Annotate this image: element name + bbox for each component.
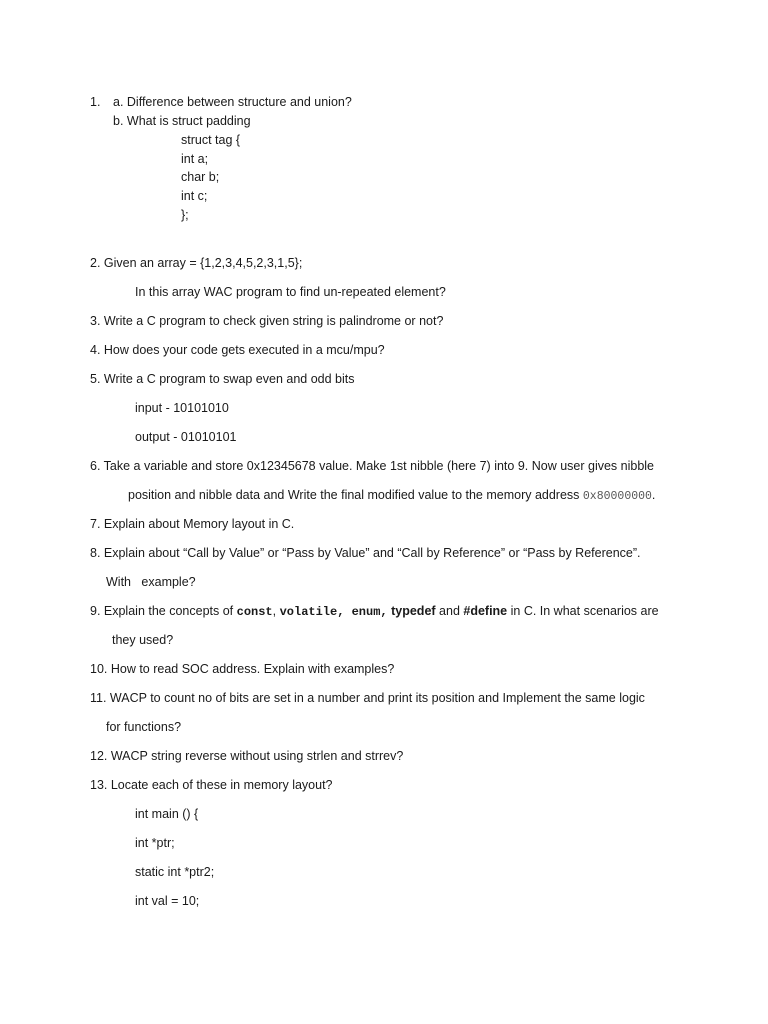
q1-number: 1. xyxy=(90,95,101,109)
q1-part-b: b. What is struct padding xyxy=(113,114,251,128)
q9-keyword-define: #define xyxy=(463,604,508,618)
q9-mid: and xyxy=(435,604,464,618)
q13-code-line: int *ptr; xyxy=(135,836,175,850)
q1-code-line: char b; xyxy=(181,170,220,184)
q13-code-line: int main () { xyxy=(135,807,199,821)
q9-prefix: 9. Explain the concepts of xyxy=(90,604,237,618)
q7-text: 7. Explain about Memory layout in C. xyxy=(90,517,295,531)
q13-code-line: static int *ptr2; xyxy=(135,865,215,879)
q5-text: 5. Write a C program to swap even and odd bits xyxy=(90,372,355,386)
q9-keyword-volatile-enum: volatile, enum, xyxy=(279,605,388,619)
q11-line1: 11. WACP to count no of bits are set in a number and print its position and Implement the same logic xyxy=(90,691,645,705)
q6-line1: 6. Take a variable and store 0x12345678 value. Make 1st nibble (here 7) into 9. Now user gives nibble xyxy=(90,459,655,473)
q2-text: 2. Given an array = {1,2,3,4,5,2,3,1,5}; xyxy=(90,256,303,270)
q10-text: 10. How to read SOC address. Explain with examples? xyxy=(90,662,395,676)
q6-memory-address: 0x80000000 xyxy=(582,490,652,503)
q1-code-line: int a; xyxy=(181,152,209,166)
q6-line2 xyxy=(128,487,655,505)
q1-code-line: }; xyxy=(181,208,189,222)
q1-code-line: struct tag { xyxy=(181,133,241,147)
q4-text: 4. How does your code gets executed in a mcu/mpu? xyxy=(90,343,385,357)
q1-part-a: a. Difference between structure and union? xyxy=(113,95,352,109)
q13-text: 13. Locate each of these in memory layout? xyxy=(90,778,333,792)
q1-code-line: int c; xyxy=(181,189,208,203)
q11-line2: for functions? xyxy=(106,720,182,734)
q9-keyword-const: const xyxy=(236,605,273,619)
q3-text: 3. Write a C program to check given string is palindrome or not? xyxy=(90,314,444,328)
q5-output: output - 01010101 xyxy=(135,430,237,444)
q5-input: input - 10101010 xyxy=(135,401,229,415)
q8-line2: With example? xyxy=(106,575,196,589)
q9-line1 xyxy=(90,603,659,620)
q12-text: 12. WACP string reverse without using strlen and strrev? xyxy=(90,749,404,763)
q6-line2-text: position and nibble data and Write the final modified value to the memory address xyxy=(128,488,583,502)
q9-sep: , xyxy=(272,604,280,618)
q9-line2: they used? xyxy=(112,633,174,647)
q8-line1: 8. Explain about “Call by Value” or “Pass by Value” and “Call by Reference” or “Pass by Reference”. xyxy=(90,546,641,560)
q6-period: . xyxy=(651,488,656,502)
q2-subtext: In this array WAC program to find un-repeated element? xyxy=(135,285,446,299)
q9-keyword-typedef: typedef xyxy=(391,604,436,618)
q13-code-line: int val = 10; xyxy=(135,894,200,908)
q9-suffix: in C. In what scenarios are xyxy=(507,604,659,618)
